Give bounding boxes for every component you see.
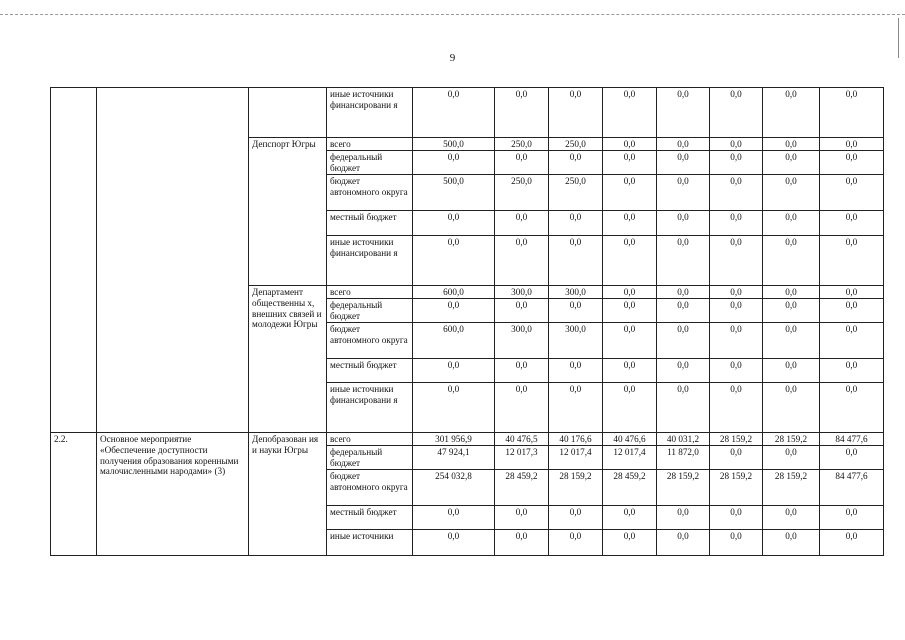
value-cell: 600,0 (413, 286, 495, 299)
value-cell: 0,0 (820, 286, 884, 299)
value-cell: 0,0 (657, 138, 710, 151)
value-cell: 0,0 (657, 359, 710, 383)
value-cell: 0,0 (657, 530, 710, 556)
activity-cell: Основное мероприятие «Обеспечение доступности получения образования коренными малочисленными народами» (3) (97, 433, 249, 556)
value-cell: 0,0 (710, 506, 763, 530)
value-cell: 0,0 (820, 359, 884, 383)
number-cell: 2.2. (51, 433, 97, 556)
value-cell: 11 872,0 (657, 446, 710, 470)
value-cell: 0,0 (549, 383, 603, 433)
value-cell: 0,0 (603, 323, 657, 359)
value-cell: 0,0 (603, 138, 657, 151)
value-cell: 0,0 (549, 236, 603, 286)
value-cell: 301 956,9 (413, 433, 495, 446)
value-cell: 300,0 (495, 323, 549, 359)
value-cell: 0,0 (763, 138, 820, 151)
source-cell: федеральный бюджет (327, 446, 413, 470)
source-cell: иные источники финансировани я (327, 88, 413, 138)
value-cell: 0,0 (413, 506, 495, 530)
source-cell: всего (327, 433, 413, 446)
value-cell: 0,0 (820, 175, 884, 211)
value-cell: 0,0 (710, 211, 763, 236)
executor-cell: Депобразован ия и науки Югры (249, 433, 327, 556)
value-cell: 0,0 (495, 211, 549, 236)
value-cell: 0,0 (495, 236, 549, 286)
value-cell: 0,0 (603, 286, 657, 299)
value-cell: 0,0 (710, 299, 763, 323)
value-cell: 0,0 (820, 138, 884, 151)
value-cell: 40 176,6 (549, 433, 603, 446)
value-cell: 0,0 (413, 211, 495, 236)
value-cell: 0,0 (710, 286, 763, 299)
value-cell: 0,0 (603, 236, 657, 286)
value-cell: 0,0 (495, 299, 549, 323)
value-cell: 0,0 (763, 323, 820, 359)
value-cell: 0,0 (603, 88, 657, 138)
value-cell: 0,0 (710, 359, 763, 383)
value-cell: 0,0 (820, 211, 884, 236)
scan-edge-line (0, 14, 905, 15)
value-cell: 0,0 (657, 211, 710, 236)
value-cell: 0,0 (820, 530, 884, 556)
value-cell: 0,0 (820, 88, 884, 138)
value-cell: 12 017,4 (603, 446, 657, 470)
value-cell: 28 159,2 (657, 470, 710, 506)
executor-cell: Депспорт Югры (249, 138, 327, 286)
value-cell: 250,0 (549, 175, 603, 211)
value-cell: 254 032,8 (413, 470, 495, 506)
value-cell: 0,0 (710, 446, 763, 470)
value-cell: 300,0 (549, 286, 603, 299)
value-cell: 0,0 (763, 286, 820, 299)
source-cell: всего (327, 138, 413, 151)
value-cell: 0,0 (549, 506, 603, 530)
value-cell: 0,0 (495, 359, 549, 383)
source-cell: иные источники финансировани я (327, 383, 413, 433)
value-cell: 300,0 (549, 323, 603, 359)
value-cell: 28 159,2 (549, 470, 603, 506)
value-cell: 0,0 (710, 323, 763, 359)
value-cell: 0,0 (763, 236, 820, 286)
value-cell: 0,0 (710, 175, 763, 211)
value-cell: 0,0 (657, 236, 710, 286)
value-cell: 0,0 (549, 530, 603, 556)
value-cell: 0,0 (495, 88, 549, 138)
value-cell: 0,0 (763, 506, 820, 530)
value-cell: 0,0 (657, 151, 710, 175)
value-cell: 0,0 (657, 323, 710, 359)
value-cell: 0,0 (763, 359, 820, 383)
value-cell: 0,0 (495, 383, 549, 433)
value-cell: 40 476,6 (603, 433, 657, 446)
value-cell: 0,0 (763, 175, 820, 211)
value-cell: 0,0 (820, 236, 884, 286)
value-cell: 0,0 (657, 286, 710, 299)
value-cell: 300,0 (495, 286, 549, 299)
value-cell: 0,0 (657, 299, 710, 323)
value-cell: 47 924,1 (413, 446, 495, 470)
source-cell: иные источники финансировани я (327, 236, 413, 286)
source-cell: местный бюджет (327, 506, 413, 530)
value-cell: 0,0 (603, 175, 657, 211)
value-cell: 40 476,5 (495, 433, 549, 446)
source-cell: федеральный бюджет (327, 299, 413, 323)
value-cell: 28 459,2 (495, 470, 549, 506)
value-cell: 0,0 (413, 530, 495, 556)
value-cell: 0,0 (820, 299, 884, 323)
value-cell: 84 477,6 (820, 470, 884, 506)
value-cell: 0,0 (603, 151, 657, 175)
table-row (51, 433, 884, 446)
value-cell: 0,0 (710, 88, 763, 138)
value-cell: 500,0 (413, 175, 495, 211)
source-cell: местный бюджет (327, 359, 413, 383)
value-cell: 0,0 (763, 530, 820, 556)
value-cell: 0,0 (413, 299, 495, 323)
value-cell: 0,0 (603, 506, 657, 530)
value-cell: 0,0 (413, 359, 495, 383)
activity-cell (97, 88, 249, 433)
value-cell: 0,0 (820, 506, 884, 530)
value-cell: 0,0 (603, 211, 657, 236)
value-cell: 0,0 (549, 88, 603, 138)
source-cell: бюджет автономного округа (327, 470, 413, 506)
value-cell: 0,0 (549, 359, 603, 383)
value-cell: 0,0 (763, 151, 820, 175)
value-cell: 0,0 (413, 151, 495, 175)
value-cell: 250,0 (495, 175, 549, 211)
value-cell: 0,0 (413, 236, 495, 286)
source-cell: местный бюджет (327, 211, 413, 236)
source-cell: бюджет автономного округа (327, 175, 413, 211)
value-cell: 28 159,2 (763, 470, 820, 506)
number-cell (51, 88, 97, 433)
value-cell: 0,0 (603, 359, 657, 383)
value-cell: 12 017,3 (495, 446, 549, 470)
value-cell: 0,0 (763, 383, 820, 433)
source-cell: федеральный бюджет (327, 151, 413, 175)
source-cell: всего (327, 286, 413, 299)
value-cell: 0,0 (549, 151, 603, 175)
value-cell: 0,0 (820, 446, 884, 470)
value-cell: 0,0 (763, 299, 820, 323)
value-cell: 28 459,2 (603, 470, 657, 506)
value-cell: 0,0 (763, 88, 820, 138)
value-cell: 500,0 (413, 138, 495, 151)
value-cell: 40 031,2 (657, 433, 710, 446)
value-cell: 0,0 (710, 383, 763, 433)
value-cell: 0,0 (657, 88, 710, 138)
value-cell: 0,0 (413, 88, 495, 138)
value-cell: 0,0 (710, 138, 763, 151)
source-cell: бюджет автономного округа (327, 323, 413, 359)
value-cell: 12 017,4 (549, 446, 603, 470)
value-cell: 0,0 (413, 383, 495, 433)
value-cell: 0,0 (603, 299, 657, 323)
value-cell: 28 159,2 (710, 470, 763, 506)
value-cell: 0,0 (763, 446, 820, 470)
value-cell: 28 159,2 (710, 433, 763, 446)
budget-table (50, 87, 884, 556)
value-cell: 0,0 (710, 151, 763, 175)
table-row (51, 88, 884, 138)
value-cell: 0,0 (603, 383, 657, 433)
value-cell: 0,0 (710, 530, 763, 556)
value-cell: 0,0 (657, 383, 710, 433)
value-cell: 0,0 (549, 211, 603, 236)
value-cell: 0,0 (657, 506, 710, 530)
value-cell: 0,0 (763, 211, 820, 236)
value-cell: 0,0 (820, 151, 884, 175)
value-cell: 250,0 (495, 138, 549, 151)
page-number: 9 (449, 52, 456, 64)
value-cell: 0,0 (495, 506, 549, 530)
source-cell: иные источники (327, 530, 413, 556)
executor-cell (249, 88, 327, 138)
value-cell: 250,0 (549, 138, 603, 151)
value-cell: 600,0 (413, 323, 495, 359)
value-cell: 0,0 (820, 323, 884, 359)
value-cell: 0,0 (495, 530, 549, 556)
value-cell: 28 159,2 (763, 433, 820, 446)
value-cell: 0,0 (495, 151, 549, 175)
value-cell: 84 477,6 (820, 433, 884, 446)
executor-cell: Департамент общественны х, внешних связей и молодежи Югры (249, 286, 327, 433)
value-cell: 0,0 (549, 299, 603, 323)
value-cell: 0,0 (657, 175, 710, 211)
value-cell: 0,0 (820, 383, 884, 433)
value-cell: 0,0 (603, 530, 657, 556)
value-cell: 0,0 (710, 236, 763, 286)
